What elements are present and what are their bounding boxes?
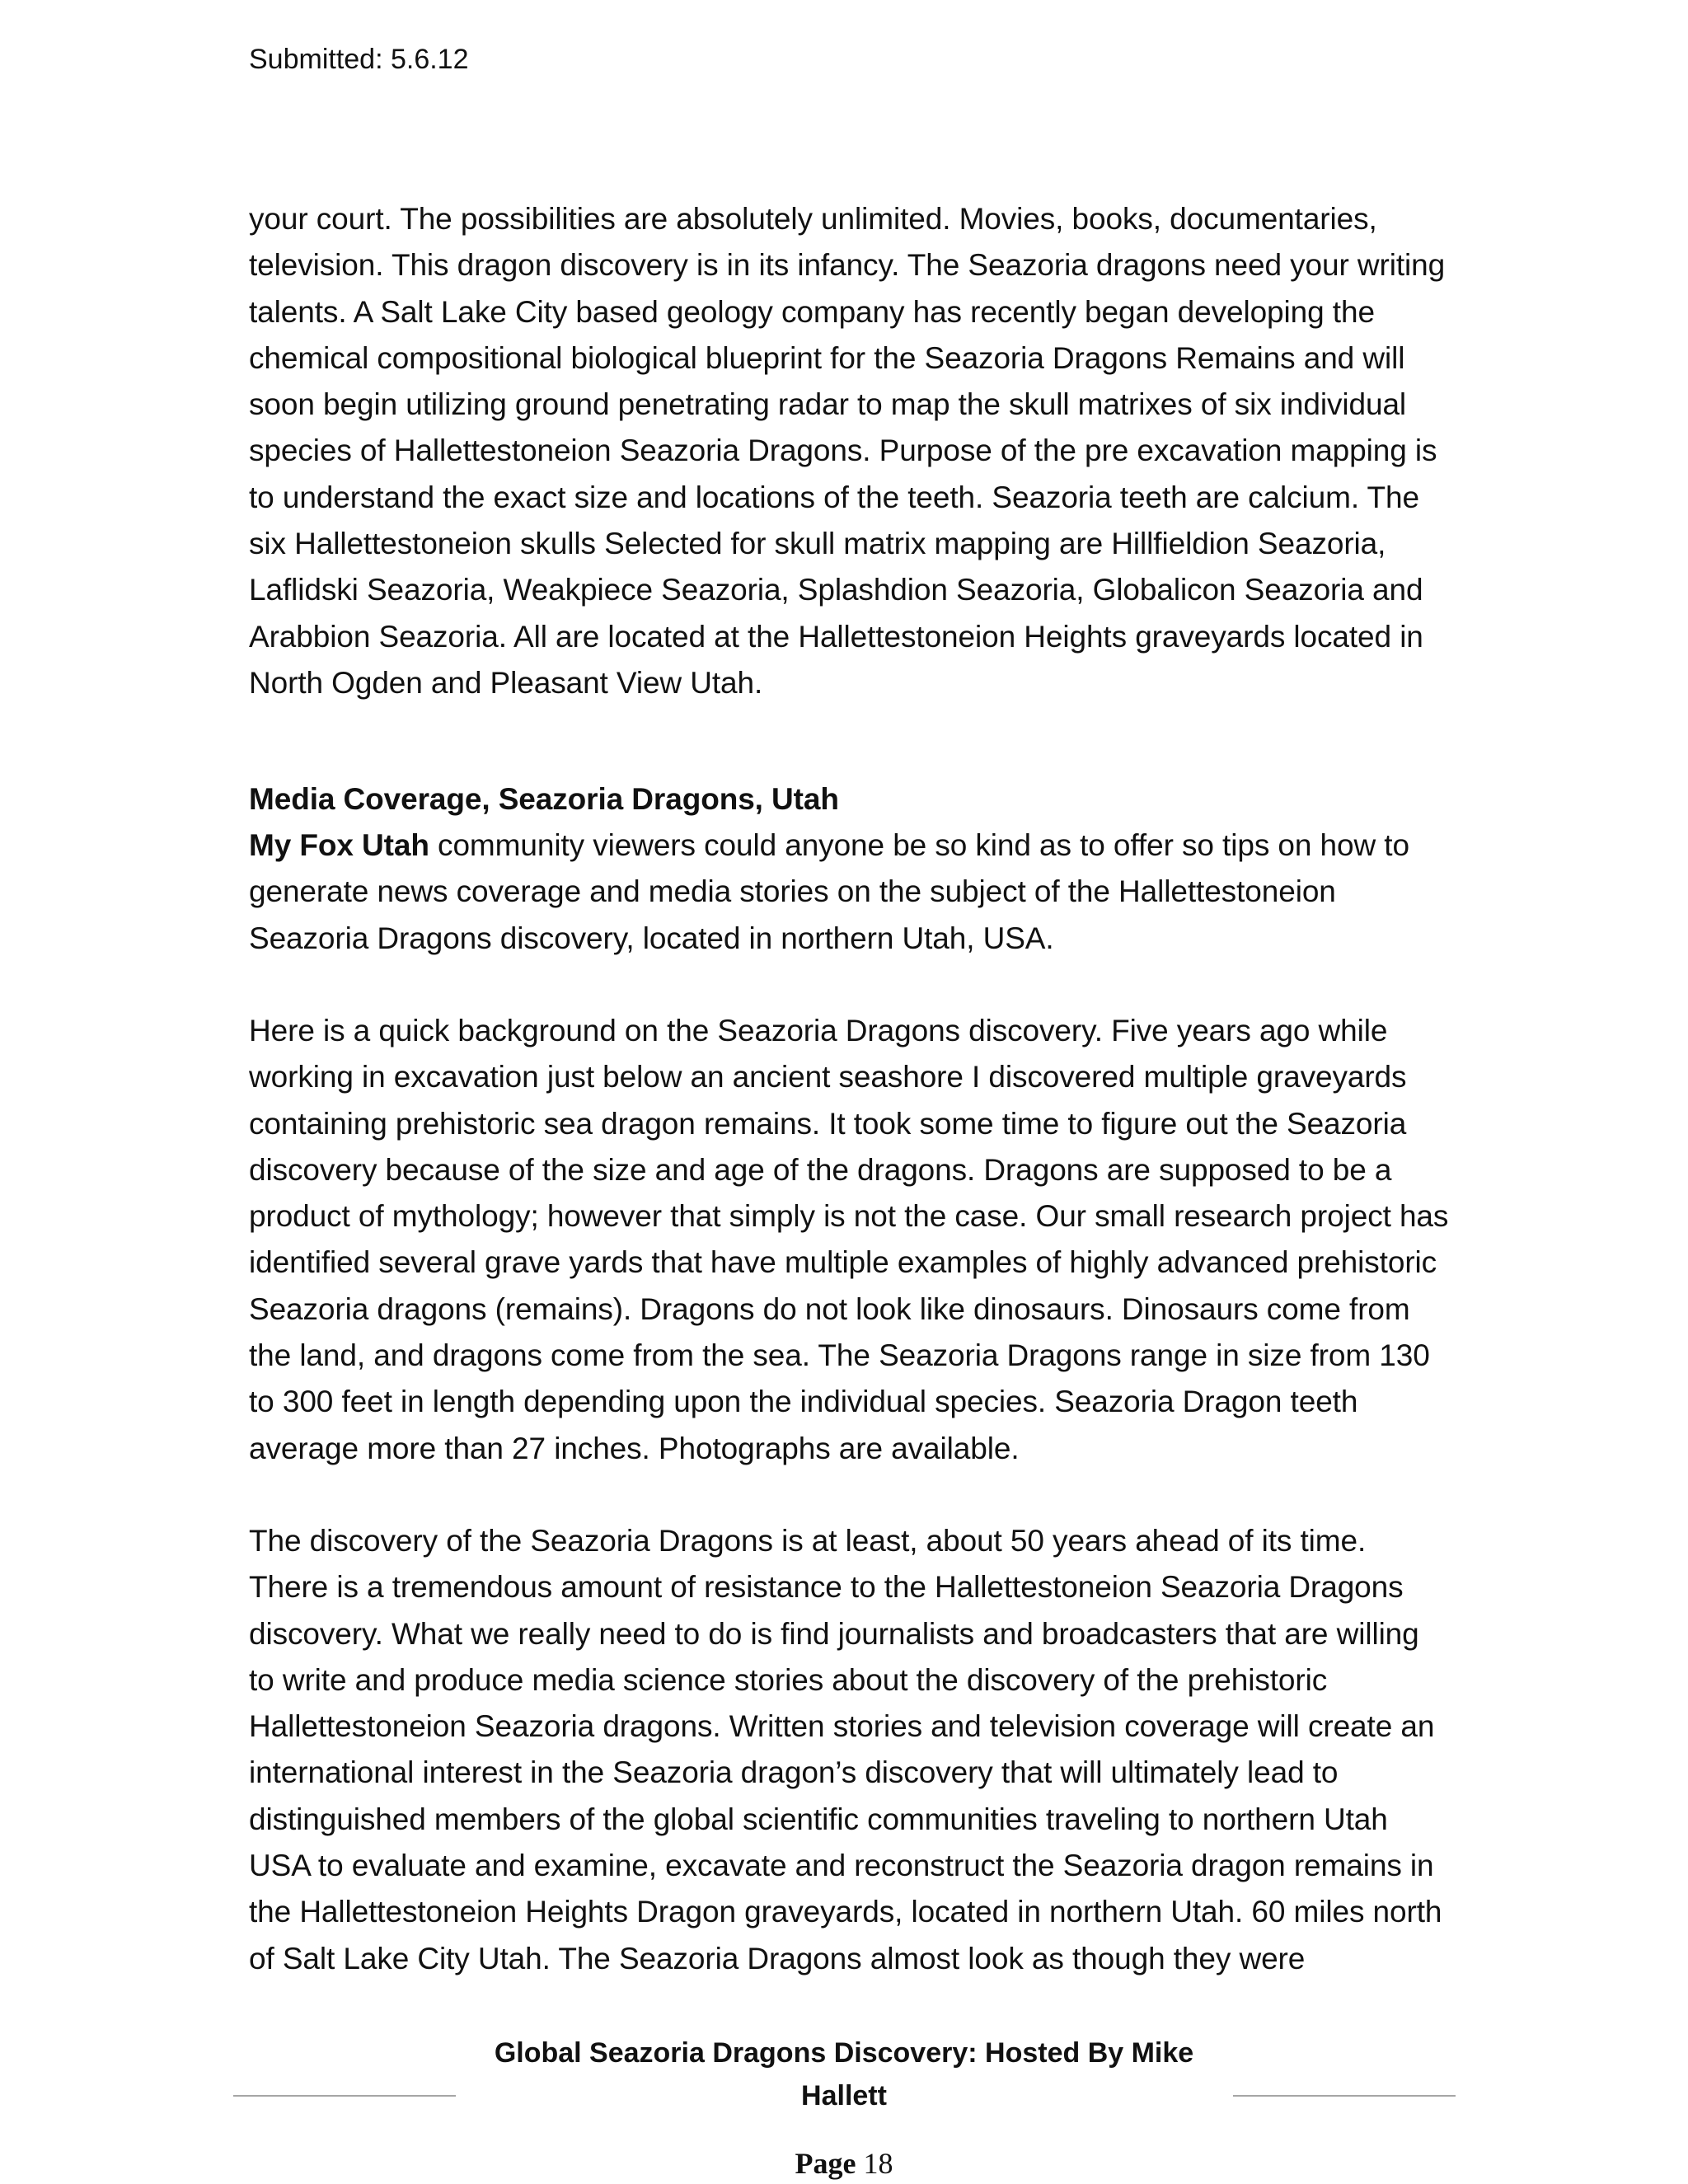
footer-title bbox=[462, 2032, 1226, 2117]
paragraph-fox-utah bbox=[249, 823, 1452, 962]
paragraph-resistance-text: The discovery of the Seazoria Dragons is at least, about 50 years ahead of its time. There is a tremendous amount of resistance to the Hallettestoneion Seazoria Dragons discovery. What we really need to do is find journalists and broadcasters that are willing to write and produce media science stories about the discovery of the prehistoric Hallettestoneion Seazoria dragons. Written stories and television coverage will create an international interest in the Seazoria dragon’s discovery that will ultimately lead to distinguished members of the global scientific communities traveling to northern Utah USA to evaluate and examine, excavate and reconstruct the Seazoria dragon remains in the Hallettestoneion Heights Dragon graveyards, located in northern Utah. 60 miles north of Salt Lake City Utah. The Seazoria Dragons almost look as though they were bbox=[249, 1524, 1442, 1975]
page-label: Page bbox=[795, 2147, 856, 2180]
fox-utah-body: community viewers could anyone be so kind as to offer so tips on how to generate news coverage and media stories on the subject of the Hallettestoneion Seazoria Dragons discovery, located in northern Utah, USA. bbox=[249, 828, 1409, 955]
paragraph-intro bbox=[249, 196, 1452, 706]
paragraph-background bbox=[249, 1008, 1452, 1472]
section-heading: Media Coverage, Seazoria Dragons, Utah bbox=[249, 782, 839, 816]
page-number bbox=[0, 2145, 1688, 2182]
footer-title-line-1: Global Seazoria Dragons Discovery: Hosted By Mike bbox=[494, 2037, 1194, 2069]
submitted-date: Submitted: 5.6.12 bbox=[249, 44, 469, 75]
paragraph-fox-utah-text bbox=[249, 823, 1452, 962]
paragraph-intro-text: your court. The possibilities are absolutely unlimited. Movies, books, documentaries, television. This dragon discovery is in its infancy. The Seazoria dragons need your writing talents. A Salt Lake City based geology company has recently began developing the chemical compositional biological blueprint for the Seazoria Dragons Remains and will soon begin utilizing ground penetrating radar to map the skull matrixes of six individual species of Hallettestoneion Seazoria Dragons. Purpose of the pre excavation mapping is to understand the exact size and locations of the teeth. Seazoria teeth are calcium. The six Hallettestoneion skulls Selected for skull matrix mapping are Hillfieldion Seazoria, Laflidski Seazoria, Weakpiece Seazoria, Splashdion Seazoria, Globalicon Seazoria and Arabbion Seazoria. All are located at the Hallettestoneion Heights graveyards located in North Ogden and Pleasant View Utah. bbox=[249, 202, 1446, 700]
paragraph-background-text: Here is a quick background on the Seazoria Dragons discovery. Five years ago while working in excavation just below an ancient seashore I discovered multiple graveyards containing prehistoric sea dragon remains. It took some time to figure out the Seazoria discovery because of the size and age of the dragons. Dragons are supposed to be a product of mythology; however that simply is not the case. Our small research project has identified several grave yards that have multiple examples of highly advanced prehistoric Seazoria dragons (remains). Dragons do not look like dinosaurs. Dinosaurs come from the land, and dragons come from the sea. The Seazoria Dragons range in size from 130 to 300 feet in length depending upon the individual species. Seazoria Dragon teeth average more than 27 inches. Photographs are available. bbox=[249, 1014, 1449, 1465]
footer-title-line-2: Hallett bbox=[801, 2080, 887, 2111]
footer-rule-right bbox=[1233, 2095, 1456, 2097]
page-number-value: 18 bbox=[863, 2147, 893, 2180]
paragraph-resistance bbox=[249, 1518, 1452, 1982]
fox-utah-lead: My Fox Utah bbox=[249, 828, 429, 862]
footer-rule-left bbox=[233, 2095, 456, 2097]
